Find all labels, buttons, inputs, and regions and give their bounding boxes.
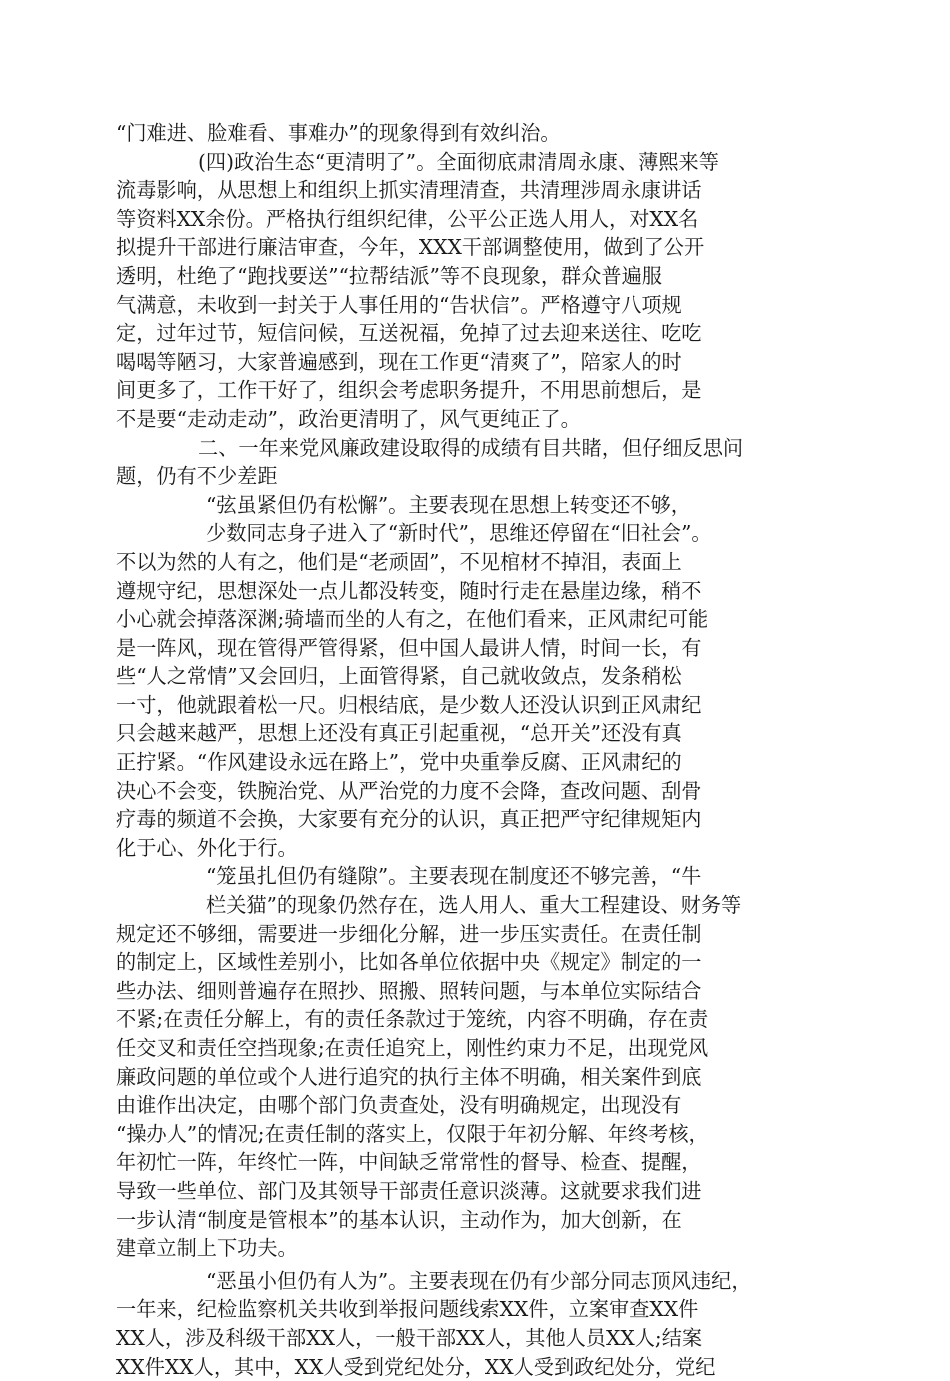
text-line: 不紧;在责任分解上，有的责任条款过于笼统，内容不明确，存在责 [116, 1007, 709, 1032]
text-line: XX人，涉及科级干部XX人，一般干部XX人，其他人员XX人;结案 [116, 1325, 703, 1350]
text-line: 气满意，未收到一封关于人事任用的“告状信”。严格遵守八项规 [116, 292, 682, 317]
text-line: 化于心、外化于行。 [116, 835, 298, 860]
text-line: “笼虽扎但仍有缝隙”。主要表现在制度还不够完善，“牛 [206, 864, 702, 889]
text-line: 决心不会变，铁腕治党、从严治党的力度不会降，查改问题、刮骨 [116, 778, 702, 803]
text-line: 廉政问题的单位或个人进行追究的执行主体不明确，相关案件到底 [116, 1064, 702, 1089]
text-line: 疗毒的频道不会换，大家要有充分的认识，真正把严守纪律规矩内 [116, 807, 702, 832]
text-line: 定，过年过节，短信问候，互送祝福，免掉了过去迎来送往、吃吃 [116, 321, 702, 346]
text-line: 不是要“走动走动”，政治更清明了，风气更纯正了。 [116, 406, 581, 431]
text-line: 由谁作出决定，由哪个部门负责查处，没有明确规定，出现没有 [116, 1093, 682, 1118]
text-line: 年初忙一阵，年终忙一阵，中间缺乏常常性的督导、检查、提醒， [116, 1150, 702, 1175]
text-line: 遵规守纪，思想深处一点儿都没转变，随时行走在悬崖边缘，稍不 [116, 578, 702, 603]
document-body [116, 119, 826, 1381]
text-line: 题，仍有不少差距 [116, 464, 278, 489]
text-line: 流毒影响，从思想上和组织上抓实清理清查，共清理涉周永康讲话 [116, 178, 702, 203]
text-line: 导致一些单位、部门及其领导干部责任意识淡薄。这就要求我们进 [116, 1178, 702, 1203]
text-line: “弦虽紧但仍有松懈”。主要表现在思想上转变还不够， [206, 492, 691, 517]
text-line: 拟提升干部进行廉洁审查，今年，XXX干部调整使用，做到了公开 [116, 235, 705, 260]
text-line: “恶虽小但仍有人为”。主要表现在仍有少部分同志顶风违纪， [206, 1268, 752, 1293]
text-line: 一步认清“制度是管根本”的基本认识，主动作为，加大创新，在 [116, 1207, 682, 1232]
text-line: 一年来，纪检监察机关共收到举报问题线索XX件，立案审查XX件 [116, 1297, 699, 1322]
text-line: 规定还不够细，需要进一步细化分解，进一步压实责任。在责任制 [116, 921, 702, 946]
text-line: “操办人”的情况;在责任制的落实上，仅限于年初分解、年终考核， [116, 1121, 709, 1146]
text-line: 二、一年来党风廉政建设取得的成绩有目共睹，但仔细反思问 [198, 435, 744, 460]
text-line: (四)政治生态“更清明了”。全面彻底肃清周永康、薄熙来等 [198, 149, 719, 174]
text-line: 的制定上，区域性差别小，比如各单位依据中央《规定》制定的一 [116, 950, 702, 975]
text-line: 栏关猫”的现象仍然存在，选人用人、重大工程建设、财务等 [206, 893, 742, 918]
text-line: 透明，杜绝了“跑找要送”“拉帮结派”等不良现象，群众普遍服 [116, 263, 662, 288]
text-line: 些“人之常情”又会回归，上面管得紧，自己就收敛点，发条稍松 [116, 664, 682, 689]
text-line: 建章立制上下功夫。 [116, 1236, 298, 1261]
text-line: 间更多了，工作干好了，组织会考虑职务提升，不用思前想后，是 [116, 378, 702, 403]
text-line: 是一阵风，现在管得严管得紧，但中国人最讲人情，时间一长，有 [116, 635, 702, 660]
text-line: 不以为然的人有之，他们是“老顽固”，不见棺材不掉泪，表面上 [116, 549, 682, 574]
text-line: 等资料XX余份。严格执行组织纪律，公平公正选人用人，对XX名 [116, 206, 699, 231]
text-line: XX件XX人，其中，XX人受到党纪处分，XX人受到政纪处分，党纪 [116, 1354, 716, 1379]
text-line: 任交叉和责任空挡现象;在责任追究上，刚性约束力不足，出现党风 [116, 1036, 709, 1060]
text-line: 小心就会掉落深渊;骑墙而坐的人有之，在他们看来，正风肃纪可能 [116, 607, 709, 632]
text-line: “门难进、脸难看、事难办”的现象得到有效纠治。 [116, 121, 561, 145]
text-line: 些办法、细则普遍存在照抄、照搬、照转问题，与本单位实际结合 [116, 978, 702, 1003]
text-line: 喝喝等陋习，大家普遍感到，现在工作更“清爽了”，陪家人的时 [116, 349, 682, 374]
text-line: 一寸，他就跟着松一尺。归根结底，是少数人还没认识到正风肃纪 [116, 692, 702, 717]
text-line: 少数同志身子进入了“新时代”，思维还停留在“旧社会”。 [206, 521, 712, 546]
text-line: 只会越来越严，思想上还没有真正引起重视，“总开关”还没有真 [116, 721, 682, 746]
text-line: 正拧紧。“作风建设永远在路上”，党中央重拳反腐、正风肃纪的 [116, 750, 682, 775]
